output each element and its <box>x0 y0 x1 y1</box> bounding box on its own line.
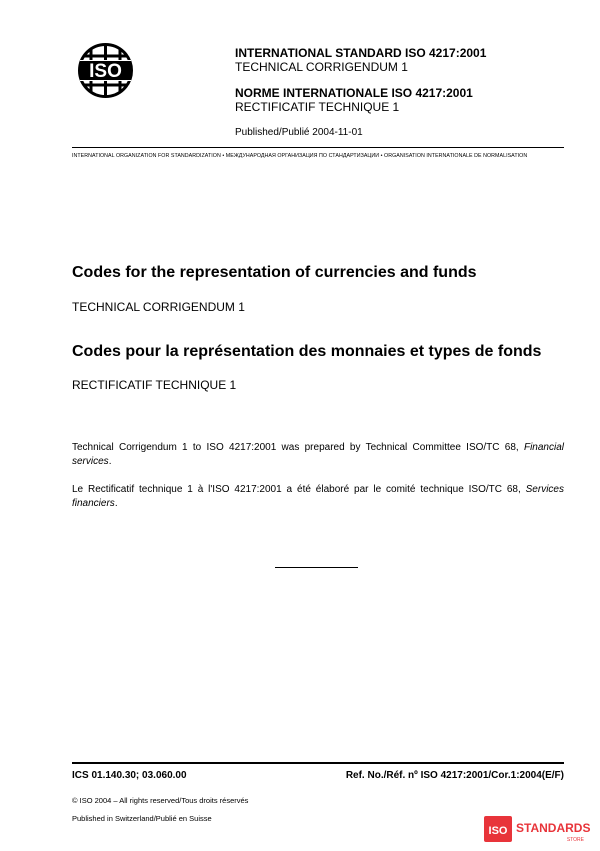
subtitle-english: TECHNICAL CORRIGENDUM 1 <box>72 300 245 314</box>
header-corrigendum-fr: RECTIFICATIF TECHNIQUE 1 <box>235 100 400 114</box>
iso-logo-text: ISO <box>89 61 122 82</box>
header-rule <box>72 147 564 148</box>
ics-codes: ICS 01.140.30; 03.060.00 <box>72 770 187 781</box>
published-date: Published/Publié 2004-11-01 <box>235 127 363 138</box>
organization-line: INTERNATIONAL ORGANIZATION FOR STANDARDIZATION • МЕЖДУНАРОДНАЯ ОРГАНИЗАЦИЯ ПО СТАНДАРТИЗАЦИИ • ORGANISATION INTERNATIONALE DE NORMALISATION <box>72 153 528 159</box>
title-english: Codes for the representation of currencies and funds <box>72 264 477 281</box>
iso-standards-store-badge[interactable] <box>484 812 594 846</box>
published-in: Published in Switzerland/Publié en Suisse <box>72 814 212 823</box>
copyright: © ISO 2004 – All rights reserved/Tous droits réservés <box>72 796 249 805</box>
end-divider <box>275 567 358 568</box>
footer-rule <box>72 762 564 764</box>
subtitle-french: RECTIFICATIF TECHNIQUE 1 <box>72 378 237 392</box>
badge-standards-text: STANDARDS <box>516 821 591 835</box>
header-standard-fr: NORME INTERNATIONALE ISO 4217:2001 <box>235 86 473 100</box>
paragraph-english: Technical Corrigendum 1 to ISO 4217:2001 was prepared by Technical Committee ISO/TC 68, Financial services. <box>72 442 564 467</box>
title-french: Codes pour la représentation des monnaies et types de fonds <box>72 343 542 360</box>
badge-store-text: STORE <box>566 837 584 843</box>
badge-iso-text: ISO <box>488 825 508 837</box>
header-standard-en: INTERNATIONAL STANDARD ISO 4217:2001 <box>235 46 487 60</box>
header-corrigendum-en: TECHNICAL CORRIGENDUM 1 <box>235 60 408 74</box>
paragraph-french: Le Rectificatif technique 1 à l'ISO 4217:2001 a été élaboré par le comité technique ISO/TC 68, Services financiers. <box>72 484 564 509</box>
reference-number: Ref. No./Réf. nº ISO 4217:2001/Cor.1:2004(E/F) <box>345 770 564 781</box>
iso-logo <box>77 42 134 99</box>
